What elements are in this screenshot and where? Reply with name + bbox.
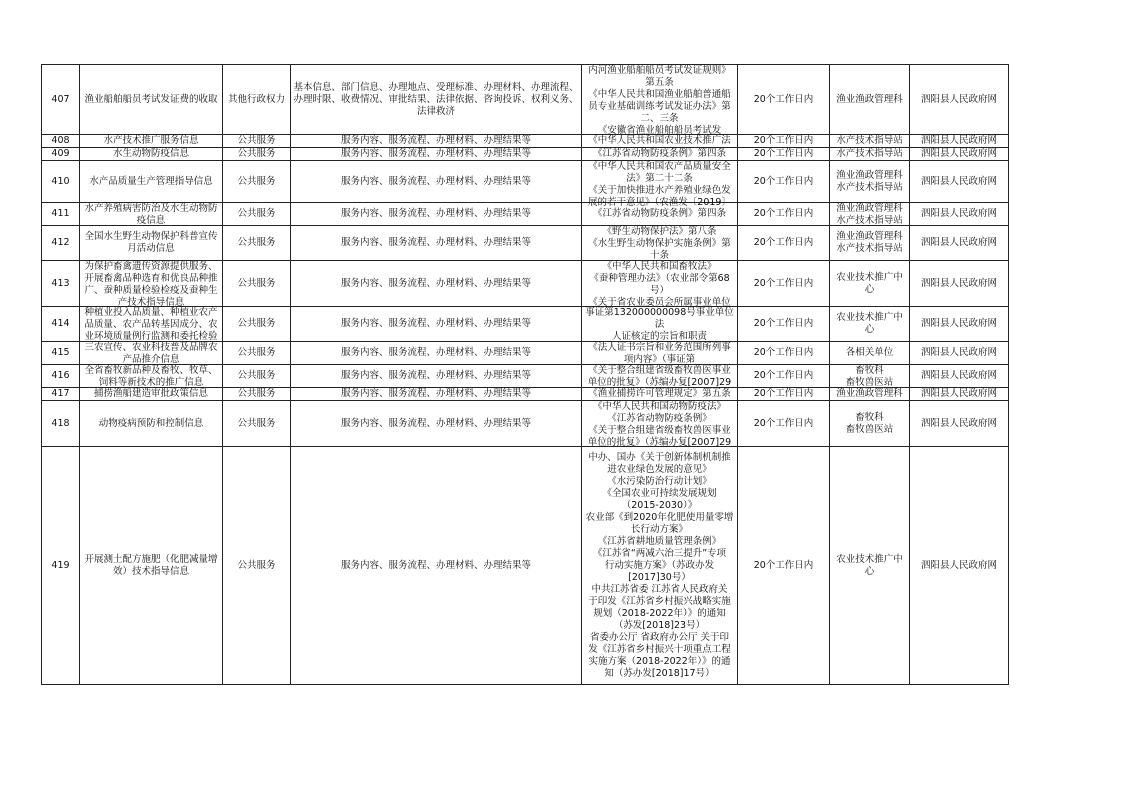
category-cell: [223, 307, 291, 342]
basis-line: 法》第二十二条: [626, 173, 693, 184]
time-cell: [738, 135, 830, 148]
source: 泗阳县人民政府网: [920, 135, 997, 146]
time-limit: 20个工作日内: [753, 208, 814, 219]
item-name-cell: [80, 388, 223, 401]
source: 泗阳县人民政府网: [920, 237, 997, 248]
item-name-cell: [80, 365, 223, 388]
item-name: 水生动物防疫信息: [112, 148, 189, 159]
basis-line: 《关于省农业委员会所属事业单位: [588, 297, 731, 308]
time-cell: [738, 365, 830, 388]
content-cell: [291, 342, 582, 365]
content-cell: [291, 203, 582, 226]
time-limit: 20个工作日内: [753, 370, 814, 381]
dept-cell: [830, 148, 910, 161]
time-cell: [738, 203, 830, 226]
basis-line: 《江苏省“两减六治三提升”专项: [592, 547, 727, 559]
basis-cell: [582, 65, 738, 135]
item-name: 水产技术推广服务信息: [103, 135, 199, 146]
item-name: 种植业投入品质量、种植业农产品质量、农产品转基因成分、农业环境质量例行监测和委托检验: [84, 307, 218, 342]
content-cell: [291, 226, 582, 261]
category: 公共服务: [237, 148, 276, 159]
dept-line: 渔业渔政管理科: [836, 388, 903, 399]
table-row: [42, 365, 1009, 388]
row-number-cell: [42, 161, 80, 203]
basis-line: 农业部《到2020年化肥使用量零增: [585, 511, 734, 523]
table-row: [42, 447, 1009, 685]
category: 公共服务: [237, 277, 276, 289]
source: 泗阳县人民政府网: [920, 208, 997, 219]
basis-line: 《水生野生动物保护实施条例》第: [588, 238, 731, 249]
item-name: 全国水生野生动物保护科普宣传月活动信息: [84, 231, 218, 254]
basis-cell: [582, 447, 738, 685]
source-cell: [910, 342, 1009, 365]
row-number: 415: [51, 347, 70, 358]
basis-line: 《中华人民共和国渔业船舶普通船: [588, 89, 731, 100]
item-name-cell: [80, 161, 223, 203]
time-cell: [738, 388, 830, 401]
table-row: [42, 401, 1009, 447]
category-cell: [223, 401, 291, 447]
basis-line: 事证第132000000098号事业单位法: [585, 307, 734, 330]
time-cell: [738, 307, 830, 342]
basis-line: 内河渔业船舶船员考试发证规则》: [588, 65, 731, 76]
basis-line: 《渔业捕捞许可管理规定》第五条: [588, 388, 731, 399]
table-row: [42, 342, 1009, 365]
basis-line: （2015-2030）》: [621, 499, 698, 511]
basis-line: 《蚕种管理办法》（农业部令第68: [589, 273, 730, 284]
category: 其他行政权力: [227, 93, 285, 105]
time-cell: [738, 226, 830, 261]
category: 公共服务: [237, 347, 276, 358]
basis-line: 《江苏省动物防疫条例》第四条: [592, 208, 726, 219]
basis-line: 单位的批复》（苏编办复[2007]29: [587, 437, 732, 448]
table-row: [42, 261, 1009, 307]
item-name: 动物疫病预防和控制信息: [98, 417, 204, 429]
basis-line: 员专业基础训练考试发证办法》第: [588, 101, 731, 112]
category-cell: [223, 388, 291, 401]
source: 泗阳县人民政府网: [920, 318, 997, 329]
source: 泗阳县人民政府网: [920, 277, 997, 289]
row-number-cell: [42, 226, 80, 261]
item-name-cell: [80, 342, 223, 365]
basis-line: 《法人证书宗旨和业务范围所列事: [588, 342, 731, 353]
content-cell: [291, 365, 582, 388]
dept-line: 畜牧科: [855, 411, 884, 423]
content: 服务内容、服务流程、办理材料、办理结果等: [340, 318, 531, 329]
dept-line: 心: [864, 324, 875, 335]
content-cell: [291, 307, 582, 342]
basis-line: 人证核定的宗旨和职责: [611, 331, 707, 342]
dept-line: 畜牧科: [855, 365, 884, 376]
table-row: [42, 388, 1009, 401]
item-name: 全省畜牧新品种及畜牧、牧草、饲料等新技术的推广信息: [84, 365, 218, 388]
basis-cell: [582, 307, 738, 342]
item-name: 为保护畜禽遗传资源提供服务、开展畜禽品种选育和优良品种推广、蚕种质量检验检疫及蚕种生产技术指导信息: [84, 261, 218, 308]
source: 泗阳县人民政府网: [920, 370, 997, 381]
content: 服务内容、服务流程、办理材料、办理结果等: [340, 370, 531, 381]
dept-cell: [830, 401, 910, 447]
dept-line: 农业技术推广中: [836, 553, 903, 565]
category-cell: [223, 161, 291, 203]
basis-line: 省委办公厅 省政府办公厅 关于印: [589, 631, 730, 643]
category-cell: [223, 135, 291, 148]
category-cell: [223, 148, 291, 161]
category-cell: [223, 203, 291, 226]
basis-cell: [582, 342, 738, 365]
category-cell: [223, 342, 291, 365]
basis-line: 《野生动物保护法》第八条: [602, 226, 717, 237]
item-name: 水产品质量生产管理指导信息: [89, 175, 213, 187]
content-cell: [291, 388, 582, 401]
source-cell: [910, 161, 1009, 203]
row-number: 413: [51, 277, 70, 289]
content: 服务内容、服务流程、办理材料、办理结果等: [340, 388, 531, 399]
dept-cell: [830, 65, 910, 135]
basis-line: 知（苏办发[2018]17号）: [604, 667, 715, 679]
dept-cell: [830, 447, 910, 685]
item-name: 水产养殖病害防治及水生动物防疫信息: [84, 203, 218, 226]
content: 服务内容、服务流程、办理材料、办理结果等: [340, 237, 531, 248]
category-cell: [223, 365, 291, 388]
dept-line: 水产技术指导站: [836, 243, 903, 254]
dept-line: 渔业渔政管理科: [836, 93, 903, 105]
row-number: 407: [51, 93, 70, 105]
source-cell: [910, 388, 1009, 401]
dept-cell: [830, 226, 910, 261]
source: 泗阳县人民政府网: [920, 148, 997, 159]
basis-line: 《江苏省动物防疫条例》: [607, 413, 712, 424]
basis-line: 于印发《江苏省乡村振兴战略实施: [588, 595, 731, 607]
content: 服务内容、服务流程、办理材料、办理结果等: [340, 175, 531, 187]
dept-line: 农业技术推广中: [836, 271, 903, 283]
source-cell: [910, 447, 1009, 685]
basis-line: 项内容》（事证第: [623, 354, 696, 365]
source: 泗阳县人民政府网: [920, 93, 997, 105]
basis-line: 十条: [649, 250, 669, 261]
dept-cell: [830, 261, 910, 307]
dept-line: 畜牧兽医站: [845, 423, 894, 435]
basis-line: 单位的批复》（苏编办复[2007]29: [587, 377, 732, 388]
time-cell: [738, 148, 830, 161]
basis-line: 《安徽省渔业船舶船员考试发: [597, 125, 722, 136]
source-cell: [910, 307, 1009, 342]
basis-line: 《关于加快推进水产养殖业绿色发: [588, 185, 731, 196]
table-body: [42, 65, 1009, 685]
row-number: 409: [51, 148, 70, 159]
item-name: 开展测土配方施肥（化肥减量增效）技术指导信息: [84, 553, 218, 577]
table-row: [42, 135, 1009, 148]
category-cell: [223, 65, 291, 135]
content-cell: [291, 261, 582, 307]
item-name-cell: [80, 226, 223, 261]
dept-cell: [830, 307, 910, 342]
time-limit: 20个工作日内: [753, 318, 814, 329]
category: 公共服务: [237, 175, 276, 187]
dept-line: 各相关单位: [845, 347, 894, 358]
dept-cell: [830, 365, 910, 388]
info-table: [41, 64, 1009, 685]
dept-line: 水产技术指导站: [836, 135, 903, 146]
basis-cell: [582, 401, 738, 447]
row-number: 410: [51, 175, 70, 187]
row-number-cell: [42, 203, 80, 226]
item-name: 捕捞渔船建造审批政策信息: [93, 388, 208, 399]
source-cell: [910, 148, 1009, 161]
basis-line: 中办、国办《关于创新体制机制推: [588, 451, 731, 463]
dept-line: 渔业渔政管理科: [836, 231, 903, 242]
source-cell: [910, 401, 1009, 447]
item-name-cell: [80, 203, 223, 226]
category: 公共服务: [237, 237, 276, 248]
dept-cell: [830, 388, 910, 401]
basis-line: 中共江苏省委 江苏省人民政府关: [591, 583, 728, 595]
time-cell: [738, 401, 830, 447]
item-name: 三农宣传、农业科技普及品牌农产品推介信息: [84, 342, 218, 365]
table-row: [42, 203, 1009, 226]
time-cell: [738, 342, 830, 365]
time-limit: 20个工作日内: [753, 237, 814, 248]
basis-line: 《中华人民共和国农业技术推广法: [588, 135, 731, 146]
category-cell: [223, 261, 291, 307]
dept-line: 水产技术指导站: [836, 181, 903, 193]
basis-line: 二、三条: [640, 113, 679, 124]
source: 泗阳县人民政府网: [920, 559, 997, 571]
source: 泗阳县人民政府网: [920, 175, 997, 187]
time-cell: [738, 447, 830, 685]
basis-cell: [582, 388, 738, 401]
basis-line: 《关于整合组建省级畜牧兽医事业: [588, 365, 731, 376]
basis-cell: [582, 135, 738, 148]
time-cell: [738, 261, 830, 307]
dept-cell: [830, 161, 910, 203]
dept-line: 水产技术指导站: [836, 215, 903, 226]
content: 服务内容、服务流程、办理材料、办理结果等: [340, 417, 531, 429]
row-number-cell: [42, 135, 80, 148]
time-limit: 20个工作日内: [753, 277, 814, 289]
content-cell: [291, 148, 582, 161]
basis-line: 《全国农业可持续发展规划: [602, 487, 717, 499]
category-cell: [223, 226, 291, 261]
basis-line: 发《江苏省乡村振兴十项重点工程: [588, 643, 731, 655]
content-cell: [291, 447, 582, 685]
row-number-cell: [42, 65, 80, 135]
table-row: [42, 307, 1009, 342]
item-name-cell: [80, 401, 223, 447]
row-number: 416: [51, 370, 70, 381]
basis-line: 实施方案（2018-2022年）》的通: [588, 655, 731, 667]
row-number: 411: [51, 208, 70, 219]
source-cell: [910, 365, 1009, 388]
basis-line: [2017]30号）: [628, 571, 691, 583]
row-number: 414: [51, 318, 70, 329]
category: 公共服务: [237, 370, 276, 381]
source: 泗阳县人民政府网: [920, 388, 997, 399]
row-number: 408: [51, 135, 70, 146]
item-name-cell: [80, 447, 223, 685]
basis-line: 《中华人民共和国畜牧法》: [602, 261, 717, 272]
dept-line: 心: [864, 283, 875, 295]
source-cell: [910, 226, 1009, 261]
item-name-cell: [80, 135, 223, 148]
item-name: 渔业船舶船员考试发证费的收取: [84, 93, 218, 105]
row-number-cell: [42, 307, 80, 342]
table-row: [42, 148, 1009, 161]
dept-line: 渔业渔政管理科: [836, 203, 903, 214]
source-cell: [910, 135, 1009, 148]
content-cell: [291, 401, 582, 447]
content: 服务内容、服务流程、办理材料、办理结果等: [340, 208, 531, 219]
source-cell: [910, 65, 1009, 135]
category: 公共服务: [237, 559, 276, 571]
time-limit: 20个工作日内: [753, 559, 814, 571]
dept-cell: [830, 203, 910, 226]
table-row: [42, 226, 1009, 261]
item-name-cell: [80, 148, 223, 161]
content: 服务内容、服务流程、办理材料、办理结果等: [340, 559, 531, 571]
row-number-cell: [42, 401, 80, 447]
basis-line: 长行动方案》: [630, 523, 688, 535]
content: 服务内容、服务流程、办理材料、办理结果等: [340, 277, 531, 289]
row-number-cell: [42, 447, 80, 685]
content-cell: [291, 161, 582, 203]
row-number-cell: [42, 261, 80, 307]
row-number-cell: [42, 388, 80, 401]
row-number-cell: [42, 365, 80, 388]
category: 公共服务: [237, 135, 276, 146]
time-limit: 20个工作日内: [753, 93, 814, 105]
basis-line: 规划（2018-2022年）》的通知: [593, 607, 726, 619]
time-limit: 20个工作日内: [753, 417, 814, 429]
basis-cell: [582, 226, 738, 261]
dept-line: 渔业渔政管理科: [836, 169, 903, 181]
basis-line: 进农业绿色发展的意见》: [607, 463, 712, 475]
basis-line: 《中华人民共和国农产品质量安全: [588, 161, 731, 172]
dept-line: 畜牧兽医站: [845, 377, 894, 388]
time-limit: 20个工作日内: [753, 148, 814, 159]
row-number: 418: [51, 417, 70, 429]
category: 公共服务: [237, 208, 276, 219]
category: 公共服务: [237, 417, 276, 429]
content: 服务内容、服务流程、办理材料、办理结果等: [340, 148, 531, 159]
row-number-cell: [42, 342, 80, 365]
basis-line: 《水污染防治行动计划》: [607, 475, 712, 487]
time-limit: 20个工作日内: [753, 175, 814, 187]
row-number-cell: [42, 148, 80, 161]
basis-line: 第五条: [645, 77, 674, 88]
row-number: 412: [51, 237, 70, 248]
source-cell: [910, 203, 1009, 226]
basis-line: 《江苏省动物防疫条例》第四条: [592, 148, 726, 159]
basis-line: 《中华人民共和国动物防疫法》: [592, 401, 726, 412]
basis-line: 《关于整合组建省级畜牧兽医事业: [588, 425, 731, 436]
item-name-cell: [80, 307, 223, 342]
table-row: [42, 65, 1009, 135]
dept-cell: [830, 342, 910, 365]
source-cell: [910, 261, 1009, 307]
time-limit: 20个工作日内: [753, 347, 814, 358]
time-limit: 20个工作日内: [753, 135, 814, 146]
basis-line: 行动实施方案》（苏政办发: [604, 559, 715, 571]
basis-cell: [582, 261, 738, 307]
dept-line: 心: [864, 565, 875, 577]
basis-line: （苏发[2018]23号）: [613, 619, 706, 631]
basis-line: 展的若干意见》（农渔发〔2019〕: [588, 197, 731, 208]
source: 泗阳县人民政府网: [920, 417, 997, 429]
basis-line: 《江苏省耕地质量管理条例》: [597, 535, 722, 547]
dept-line: 农业技术推广中: [836, 312, 903, 323]
dept-cell: [830, 135, 910, 148]
content: 服务内容、服务流程、办理材料、办理结果等: [340, 347, 531, 358]
item-name-cell: [80, 261, 223, 307]
content-cell: [291, 65, 582, 135]
item-name-cell: [80, 65, 223, 135]
basis-cell: [582, 161, 738, 208]
category-cell: [223, 447, 291, 685]
dept-line: 水产技术指导站: [836, 148, 903, 159]
time-cell: [738, 161, 830, 203]
table-row: [42, 161, 1009, 203]
content-cell: [291, 135, 582, 148]
basis-cell: [582, 148, 738, 161]
basis-line: 号）: [649, 285, 669, 296]
time-limit: 20个工作日内: [753, 388, 814, 399]
row-number: 417: [51, 388, 70, 399]
time-cell: [738, 65, 830, 135]
category: 公共服务: [237, 388, 276, 399]
content: 服务内容、服务流程、办理材料、办理结果等: [340, 135, 531, 146]
row-number: 419: [51, 559, 70, 571]
content: 基本信息、部门信息、办理地点、受理标准、办理材料、办理流程、办理时限、收费情况、审批结果、法律依据、咨询投诉、权利义务、法律救济: [293, 81, 579, 117]
category: 公共服务: [237, 318, 276, 329]
basis-cell: [582, 365, 738, 388]
source: 泗阳县人民政府网: [920, 347, 997, 358]
